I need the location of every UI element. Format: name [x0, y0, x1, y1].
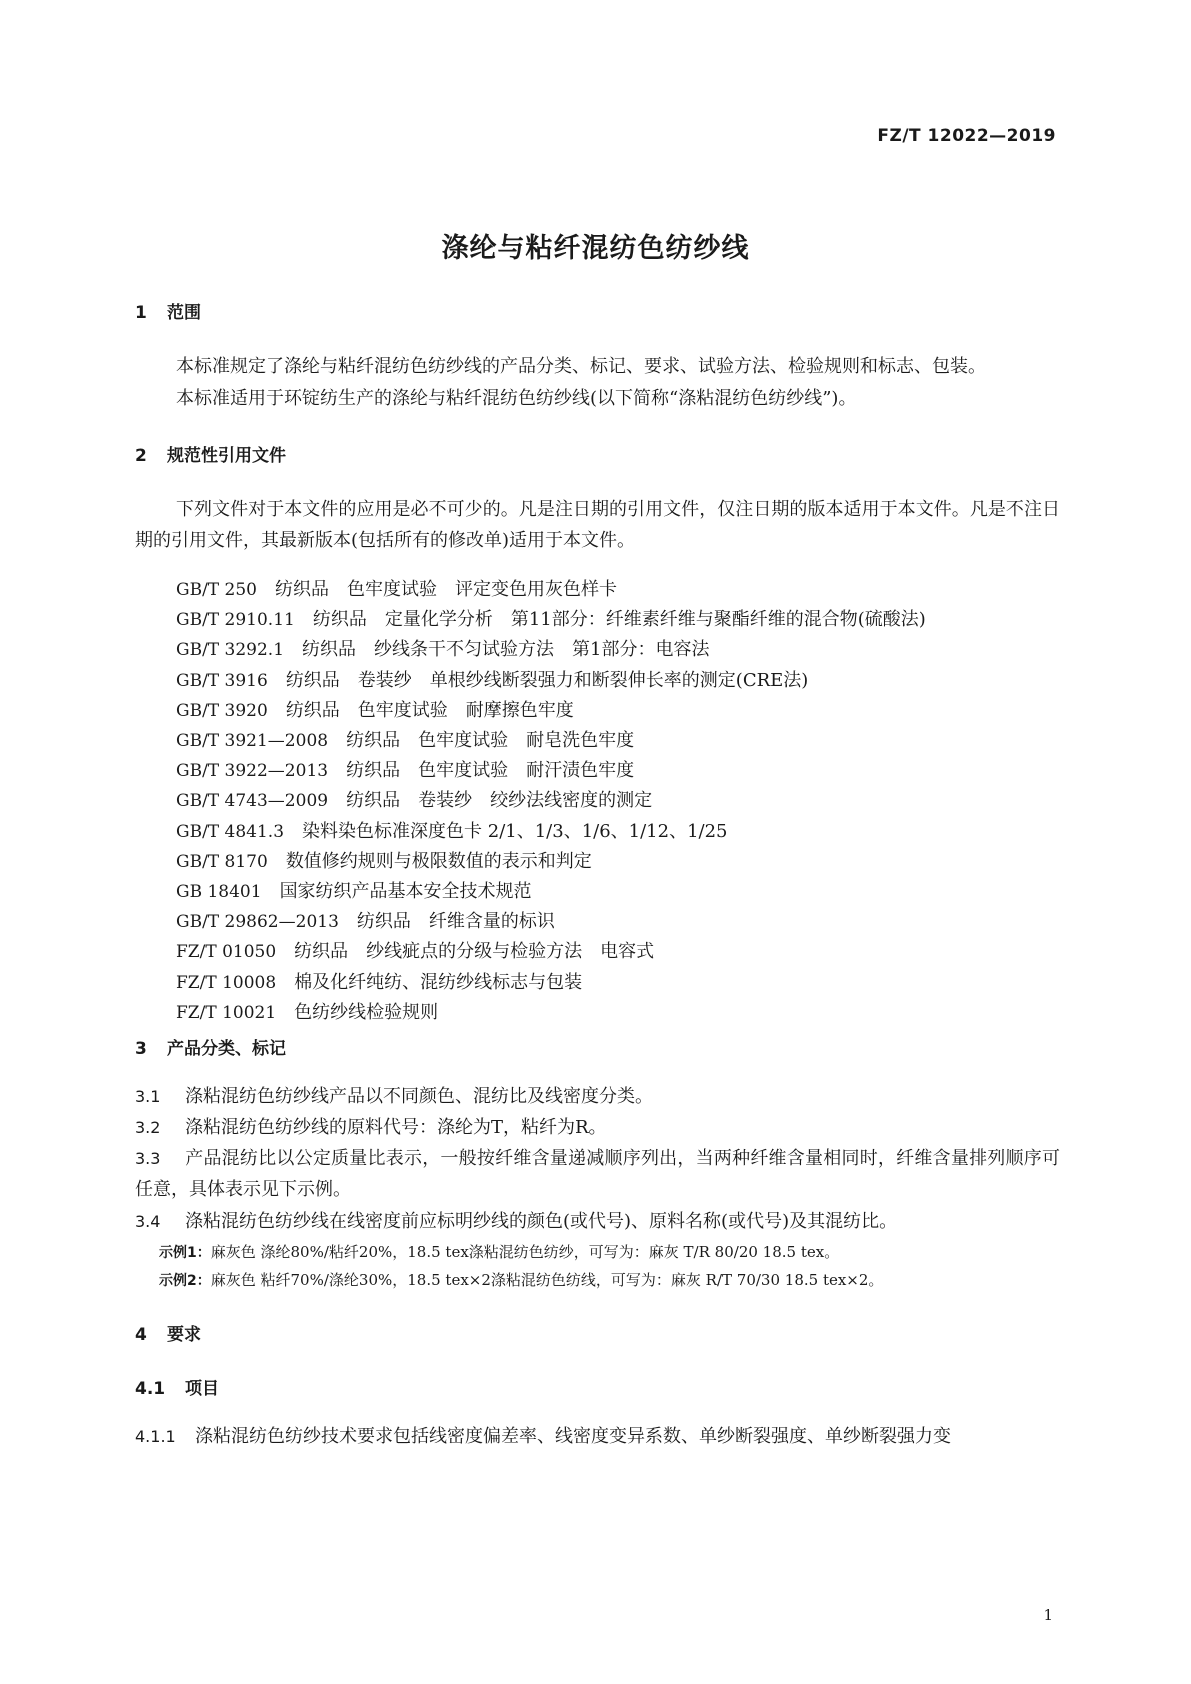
clause-3-4 [135, 1206, 1060, 1237]
clause-number: 3.1 [135, 1087, 161, 1106]
section-number: 4 [135, 1325, 147, 1345]
scope-paragraph-2: 本标准适用于环锭纺生产的涤纶与粘纤混纺色纺纱线(以下简称“涤粘混纺色纺纱线”)。 [176, 388, 857, 409]
clause-text: 涤粘混纺色纺纱线在线密度前应标明纱线的颜色(或代号)、原料名称(或代号)及其混纺比。 [185, 1211, 898, 1232]
reference-gap [295, 609, 313, 630]
reference-code: GB/T 3921—2008 [176, 731, 329, 751]
reference-gap [339, 911, 357, 932]
reference-item [176, 666, 808, 692]
reference-gap [328, 760, 346, 781]
section-3-heading [135, 1034, 286, 1059]
clause-number: 4.1.1 [135, 1427, 176, 1446]
reference-title: 纺织品 纤维含量的标识 [356, 911, 555, 932]
reference-item [176, 726, 634, 752]
reference-item [176, 786, 652, 812]
example-text: 麻灰色 粘纤70%/涤纶30%，18.5 tex×2涤粘混纺色纺线，可写为：麻灰 R/T 70/30 18.5 tex×2。 [210, 1271, 884, 1289]
reference-code: GB 18401 [176, 882, 262, 902]
reference-title: 染料染色标准深度色卡 2/1、1/3、1/6、1/12、1/25 [302, 821, 728, 842]
example-tag: 示例1： [159, 1245, 211, 1261]
reference-item [176, 847, 592, 873]
reference-gap [268, 670, 286, 691]
reference-gap [257, 579, 275, 600]
reference-title: 纺织品 卷装纱 绞纱法线密度的测定 [346, 790, 653, 811]
section-title: 规范性引用文件 [167, 446, 286, 466]
section-number: 2 [135, 446, 147, 466]
reference-code: GB/T 29862—2013 [176, 912, 339, 932]
reference-item [176, 817, 728, 843]
section-title: 项目 [185, 1379, 219, 1399]
clause-text: 涤粘混纺色纺纱技术要求包括线密度偏差率、线密度变异系数、单纱断裂强度、单纱断裂强力变 [195, 1426, 951, 1447]
clause-text: 涤粘混纺色纺纱线的原料代号：涤纶为T，粘纤为R。 [185, 1117, 607, 1138]
scope-paragraph-1: 本标准规定了涤纶与粘纤混纺色纺纱线的产品分类、标记、要求、试验方法、检验规则和标志、包装。 [176, 356, 986, 377]
reference-title: 棉及化纤纯纺、混纺纱线标志与包装 [294, 972, 583, 993]
reference-code: GB/T 2910.11 [176, 610, 295, 630]
reference-gap [268, 851, 286, 872]
section-1-heading [135, 298, 201, 323]
reference-title: 纺织品 定量化学分析 第11部分：纤维素纤维与聚酯纤维的混合物(硫酸法) [312, 609, 926, 630]
subsection-4-1-heading [135, 1374, 219, 1399]
reference-code: FZ/T 10021 [176, 1003, 277, 1023]
section-title: 要求 [167, 1325, 201, 1345]
reference-code: GB/T 3292.1 [176, 640, 285, 660]
reference-gap [276, 972, 294, 993]
clause-number: 3.2 [135, 1118, 161, 1137]
example-1 [159, 1241, 839, 1262]
reference-item [176, 907, 555, 933]
standard-code: FZ/T 12022—2019 [877, 126, 1056, 146]
reference-gap [276, 941, 294, 962]
clause-3-2 [135, 1112, 1060, 1143]
clause-text: 涤粘混纺色纺纱线产品以不同颜色、混纺比及线密度分类。 [185, 1086, 653, 1107]
reference-item [176, 635, 709, 661]
reference-title: 纺织品 纱线条干不匀试验方法 第1部分：电容法 [302, 639, 710, 660]
section-title: 范围 [167, 303, 201, 323]
section-4-heading [135, 1320, 201, 1345]
reference-item [176, 998, 438, 1024]
reference-item [176, 696, 574, 722]
section-number: 4.1 [135, 1379, 166, 1399]
reference-title: 数值修约规则与极限数值的表示和判定 [285, 851, 592, 872]
reference-item [176, 756, 634, 782]
reference-code: GB/T 3922—2013 [176, 761, 329, 781]
reference-code: GB/T 3916 [176, 671, 268, 691]
reference-title: 纺织品 色牢度试验 评定变色用灰色样卡 [275, 579, 617, 600]
section-number: 1 [135, 303, 147, 323]
reference-gap [262, 881, 280, 902]
example-tag: 示例2： [159, 1273, 211, 1289]
reference-gap [276, 1002, 294, 1023]
reference-item [176, 575, 617, 601]
reference-title: 色纺纱线检验规则 [294, 1002, 439, 1023]
reference-code: GB/T 3920 [176, 701, 268, 721]
document-title: 涤纶与粘纤混纺色纺纱线 [441, 233, 750, 264]
reference-code: GB/T 4841.3 [176, 822, 285, 842]
example-text: 麻灰色 涤纶80%/粘纤20%，18.5 tex涤粘混纺色纺纱，可写为：麻灰 T/R 80/20 18.5 tex。 [210, 1243, 840, 1261]
example-2 [159, 1269, 883, 1290]
clause-number: 3.3 [135, 1149, 161, 1168]
reference-code: GB/T 4743—2009 [176, 791, 329, 811]
clause-3-1 [135, 1081, 1060, 1112]
reference-title: 纺织品 纱线疵点的分级与检验方法 电容式 [294, 941, 655, 962]
reference-gap [268, 700, 286, 721]
reference-item [176, 968, 582, 994]
reference-title: 纺织品 色牢度试验 耐摩擦色牢度 [285, 700, 574, 721]
references-intro: 下列文件对于本文件的应用是必不可少的。凡是注日期的引用文件，仅注日期的版本适用于本文件。凡是不注日期的引用文件，其最新版本(包括所有的修改单)适用于本文件。 [135, 499, 1060, 551]
clause-4-1-1 [135, 1421, 1060, 1452]
reference-title: 国家纺织产品基本安全技术规范 [279, 881, 532, 902]
reference-code: FZ/T 10008 [176, 973, 277, 993]
reference-title: 纺织品 色牢度试验 耐汗渍色牢度 [346, 760, 635, 781]
reference-gap [328, 730, 346, 751]
reference-code: GB/T 250 [176, 580, 257, 600]
clause-3-3 [135, 1143, 1060, 1205]
reference-item [176, 877, 532, 903]
reference-code: FZ/T 01050 [176, 942, 277, 962]
reference-gap [328, 790, 346, 811]
reference-title: 纺织品 卷装纱 单根纱线断裂强力和断裂伸长率的测定(CRE法) [285, 670, 809, 691]
page-number: 1 [1043, 1606, 1053, 1624]
reference-gap [284, 639, 302, 660]
section-number: 3 [135, 1039, 147, 1059]
reference-title: 纺织品 色牢度试验 耐皂洗色牢度 [346, 730, 635, 751]
section-title: 产品分类、标记 [167, 1039, 286, 1059]
clause-text: 产品混纺比以公定质量比表示，一般按纤维含量递减顺序列出，当两种纤维含量相同时，纤维含量排列顺序可任意，具体表示见下示例。 [135, 1148, 1060, 1200]
clause-number: 3.4 [135, 1212, 161, 1231]
reference-item [176, 605, 926, 631]
reference-code: GB/T 8170 [176, 852, 268, 872]
section-2-heading [135, 441, 286, 466]
reference-item [176, 937, 654, 963]
reference-gap [284, 821, 302, 842]
